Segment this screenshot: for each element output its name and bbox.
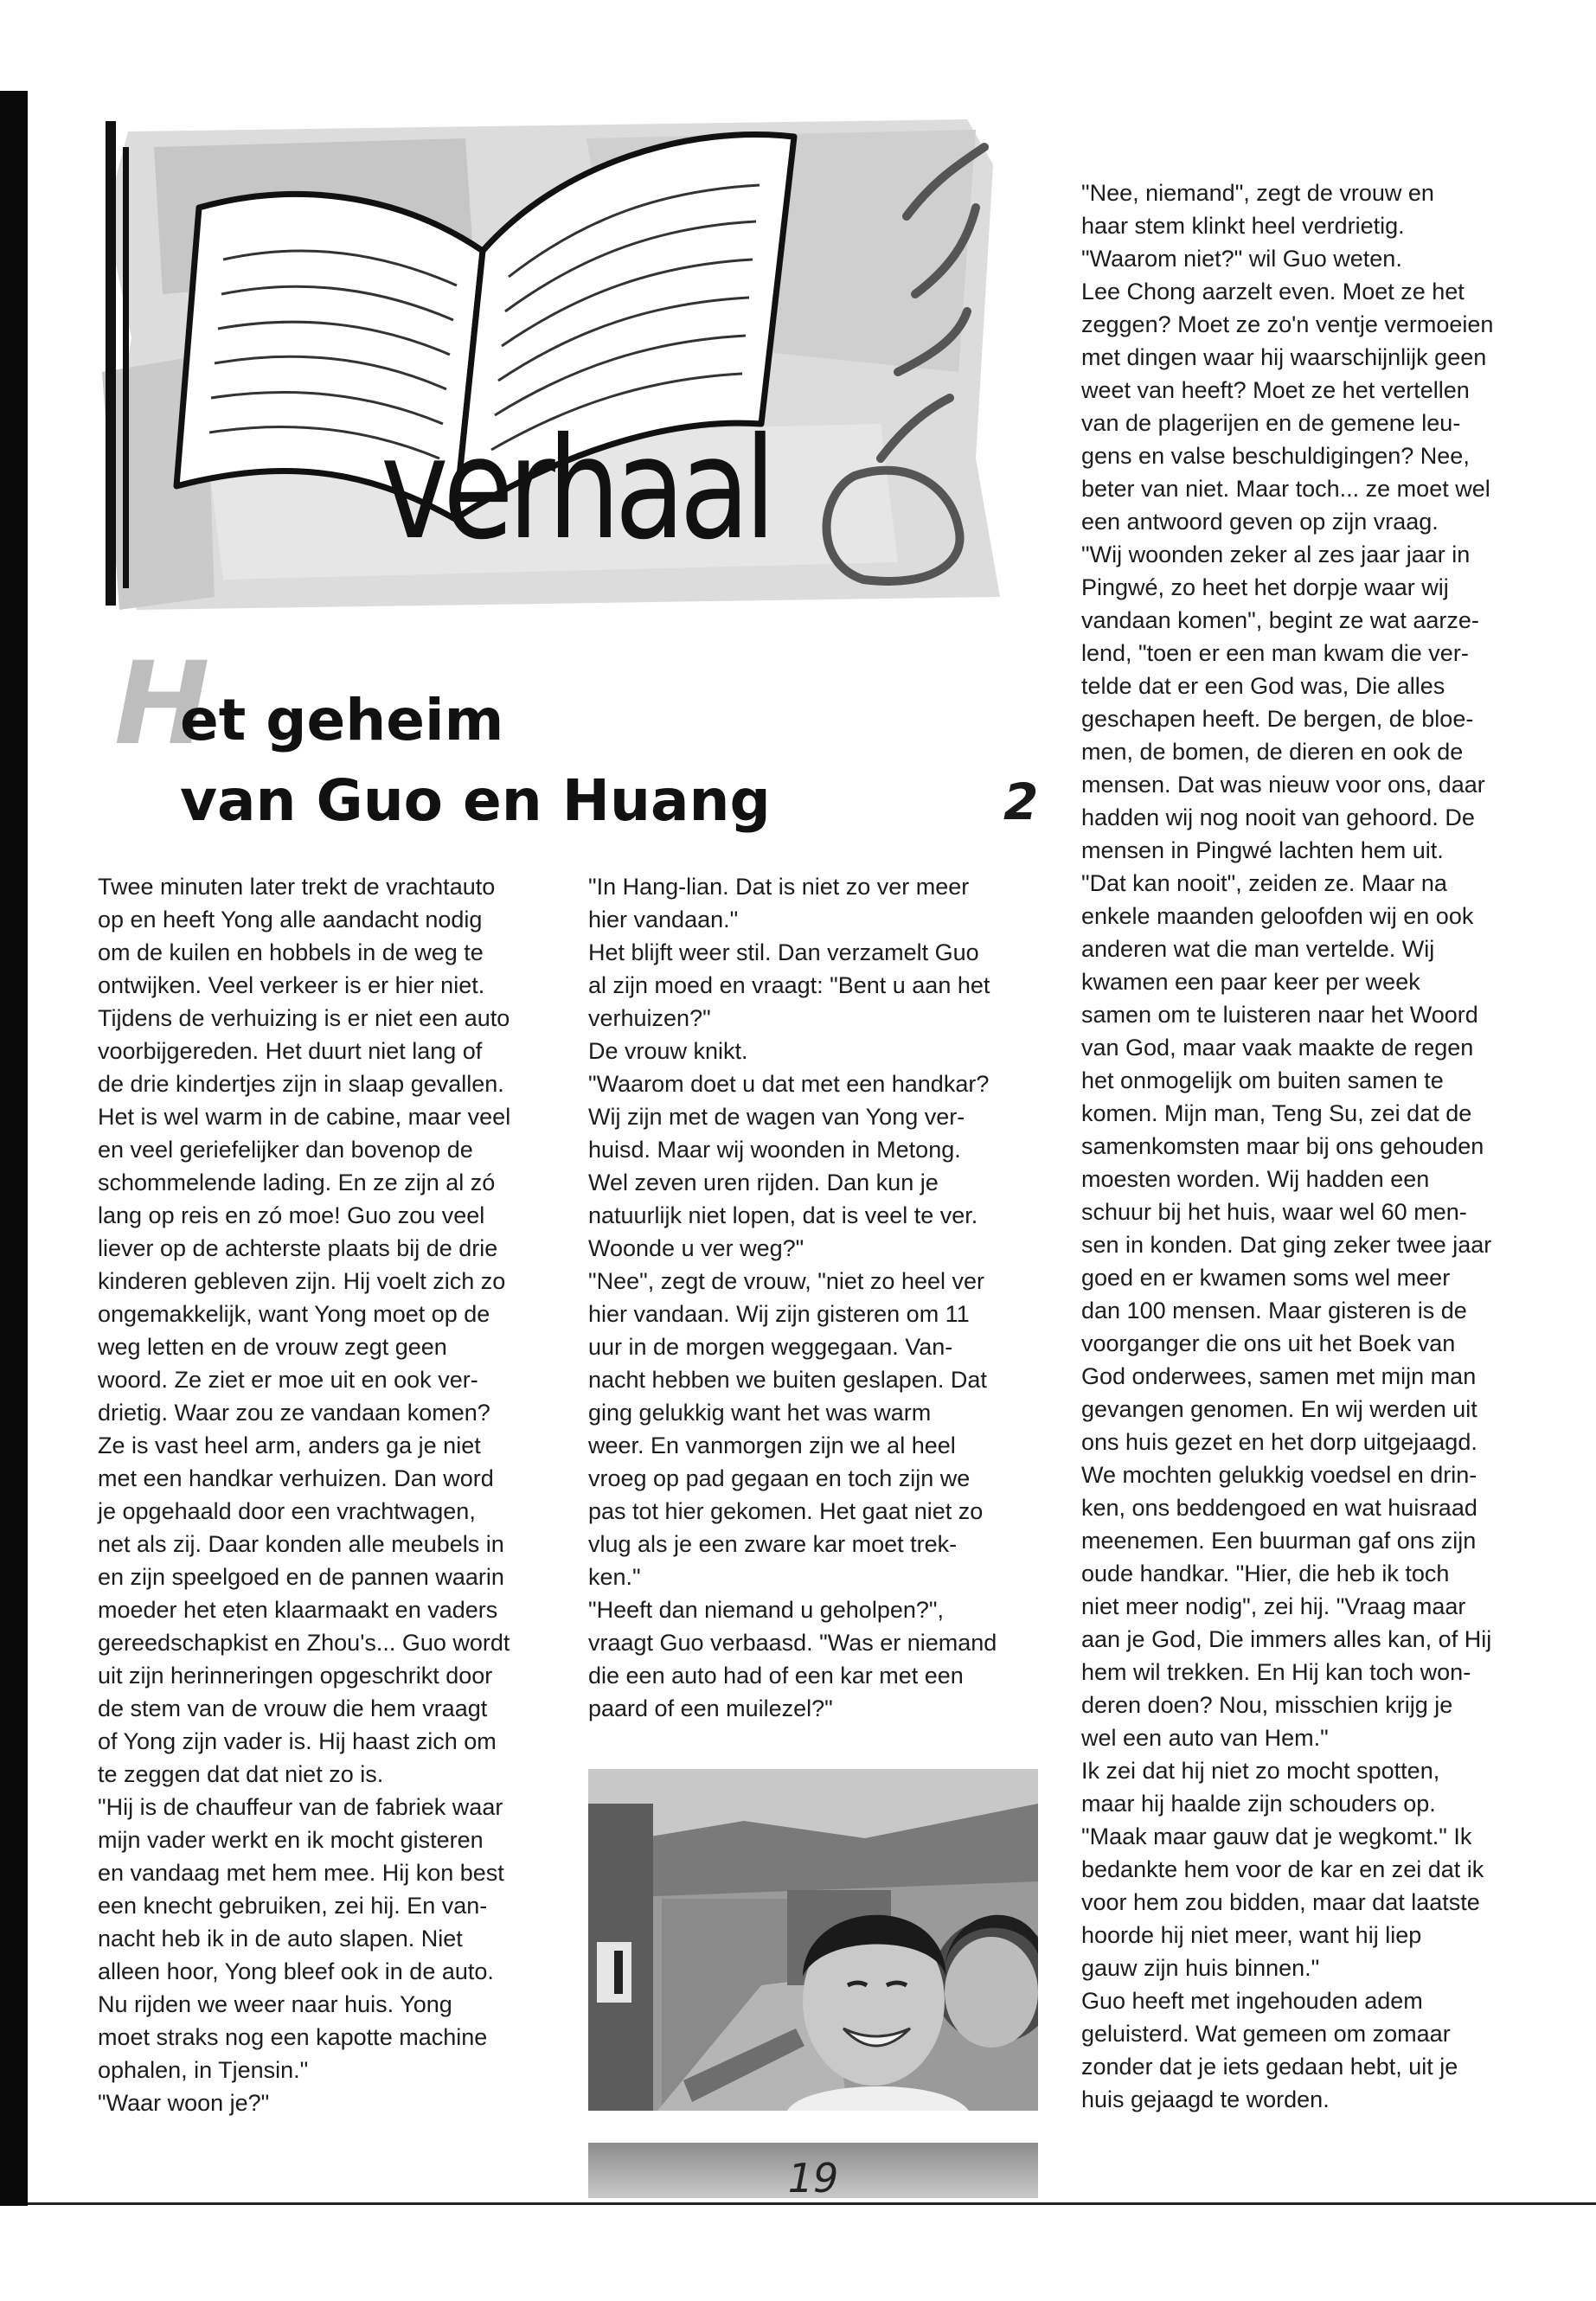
text-line: van de plagerijen en de gemene leu- — [1081, 410, 1461, 436]
text-line: voorbijgereden. Het duurt niet lang of — [98, 1038, 483, 1064]
text-line: kinderen gebleven zijn. Hij voelt zich zo — [98, 1268, 506, 1294]
text-line: hier vandaan. Wij zijn gisteren om 11 — [588, 1301, 970, 1327]
text-line: maar hij haalde zijn schouders op. — [1081, 1791, 1436, 1817]
text-line: niet meer nodig", zei hij. "Vraag maar — [1081, 1593, 1466, 1619]
text-line: vraagt Guo verbaasd. "Was er niemand — [588, 1630, 997, 1656]
text-line: "Nee, niemand", zegt de vrouw en — [1081, 180, 1434, 206]
text-line: Lee Chong aarzelt even. Moet ze het — [1081, 279, 1465, 304]
text-line: verhuizen?" — [588, 1005, 711, 1031]
text-line: oude handkar. "Hier, die heb ik toch — [1081, 1561, 1450, 1586]
text-line: je opgehaald door een vrachtwagen, — [98, 1498, 476, 1524]
text-line: ken, ons beddengoed en wat huisraad — [1081, 1495, 1477, 1521]
page-number: 19 — [787, 2155, 839, 2202]
text-line: dan 100 mensen. Maar gisteren is de — [1081, 1298, 1467, 1324]
text-line: schuur bij het huis, waar wel 60 men- — [1081, 1199, 1467, 1225]
text-line: samen om te luisteren naar het Woord — [1081, 1002, 1478, 1028]
text-line: ging gelukkig want het was warm — [588, 1400, 932, 1426]
text-line: liever op de achterste plaats bij de drie — [98, 1235, 498, 1261]
text-line: bedankte hem voor de kar en zei dat ik — [1081, 1856, 1484, 1882]
text-line: gauw zijn huis binnen." — [1081, 1955, 1320, 1981]
text-line: weet van heeft? Moet ze het vertellen — [1081, 377, 1470, 403]
text-line: hoorde hij niet meer, want hij liep — [1081, 1922, 1422, 1948]
text-line: telde dat er een God was, Die alles — [1081, 673, 1445, 699]
text-line: komen. Mijn man, Teng Su, zei dat de — [1081, 1100, 1472, 1126]
text-line: Ze is vast heel arm, anders ga je niet — [98, 1433, 481, 1458]
text-line: woord. Ze ziet er moe uit en ook ver- — [98, 1367, 478, 1393]
title-line-1: et geheim — [180, 687, 504, 753]
text-line: ons huis gezet en het dorp uitgejaagd. — [1081, 1429, 1477, 1455]
text-column-1 — [98, 870, 548, 2119]
text-line: "Waarom doet u dat met een handkar? — [588, 1071, 990, 1097]
text-line: meenemen. Een buurman gaf ons zijn — [1081, 1528, 1477, 1554]
text-line: "Nee", zegt de vrouw, "niet zo heel ver — [588, 1268, 984, 1294]
text-line: drietig. Waar zou ze vandaan komen? — [98, 1400, 490, 1426]
title-initial: H — [114, 638, 210, 771]
text-line: zonder dat je iets gedaan hebt, uit je — [1081, 2054, 1458, 2080]
text-line: anderen wat die man vertelde. Wij — [1081, 936, 1435, 962]
text-line: de drie kindertjes zijn in slaap gevallen. — [98, 1071, 504, 1097]
text-line: al zijn moed en vraagt: "Bent u aan het — [588, 972, 990, 998]
text-line: hier vandaan." — [588, 907, 739, 933]
text-line: net als zij. Daar konden alle meubels in — [98, 1531, 504, 1557]
text-line: uur in de morgen weggegaan. Van- — [588, 1334, 953, 1360]
text-line: mijn vader werkt en ik mocht gisteren — [98, 1827, 484, 1853]
text-line: voor hem zou bidden, maar dat laatste — [1081, 1889, 1480, 1915]
text-line: voorganger die ons uit het Boek van — [1081, 1330, 1456, 1356]
text-column-2 — [588, 870, 1038, 1725]
text-line: gevangen genomen. En wij werden uit — [1081, 1396, 1477, 1422]
text-line: geluisterd. Wat gemeen om zomaar — [1081, 2021, 1451, 2047]
scan-edge — [0, 91, 28, 2206]
text-line: Guo heeft met ingehouden adem — [1081, 1988, 1423, 2014]
text-line: gens en valse beschuldigingen? Nee, — [1081, 443, 1470, 469]
text-line: weer. En vanmorgen zijn we al heel — [588, 1433, 956, 1458]
text-line: gereedschapkist en Zhou's... Guo wordt — [98, 1630, 510, 1656]
text-line: natuurlijk niet lopen, dat is veel te ver. — [588, 1202, 978, 1228]
text-line: schommelende lading. En ze zijn al zó — [98, 1170, 496, 1195]
text-line: ongemakkelijk, want Yong moet op de — [98, 1301, 490, 1327]
text-line: Woonde u ver weg?" — [588, 1235, 804, 1261]
text-line: enkele maanden geloofden wij en ook — [1081, 903, 1474, 929]
text-line: deren doen? Nou, misschien krijg je — [1081, 1692, 1453, 1718]
text-line: Pingwé, zo heet het dorpje waar wij — [1081, 574, 1449, 600]
text-line: uit zijn herinneringen opgeschrikt door — [98, 1663, 493, 1689]
text-line: Wel zeven uren rijden. Dan kun je — [588, 1170, 939, 1195]
text-line: die een auto had of een kar met een — [588, 1663, 964, 1689]
text-line: nacht heb ik in de auto slapen. Niet — [98, 1926, 463, 1952]
bottom-rule — [28, 2202, 1596, 2205]
text-line: zeggen? Moet ze zo'n ventje vermoeien — [1081, 311, 1494, 337]
text-line: We mochten gelukkig voedsel en drin- — [1081, 1462, 1477, 1488]
text-line: en vandaag met hem mee. Hij kon best — [98, 1860, 504, 1886]
text-line: "Waarom niet?" wil Guo weten. — [1081, 246, 1402, 272]
text-line: weg letten en de vrouw zegt geen — [98, 1334, 447, 1360]
text-line: een knecht gebruiken, zei hij. En van- — [98, 1893, 488, 1919]
text-line: mensen. Dat was nieuw voor ons, daar — [1081, 772, 1485, 798]
text-line: om de kuilen en hobbels in de weg te — [98, 939, 484, 965]
text-line: paard of een muilezel?" — [588, 1695, 833, 1721]
text-line: een antwoord geven op zijn vraag. — [1081, 509, 1439, 535]
text-column-3 — [1081, 176, 1557, 2116]
text-line: ken." — [588, 1564, 641, 1590]
text-line: lang op reis en zó moe! Guo zou veel — [98, 1202, 485, 1228]
text-line: ontwijken. Veel verkeer is er hier niet. — [98, 972, 485, 998]
text-line: Tijdens de verhuizing is er niet een auto — [98, 1005, 510, 1031]
text-line: samenkomsten maar bij ons gehouden — [1081, 1133, 1484, 1159]
text-line: "Waar woon je?" — [98, 2090, 270, 2116]
title-line-2: van Guo en Huang — [180, 767, 771, 834]
text-line: ophalen, in Tjensin." — [98, 2057, 309, 2083]
photo-two-boys — [588, 1769, 1038, 2111]
text-line: "Heeft dan niemand u geholpen?", — [588, 1597, 944, 1623]
text-line: goed en er kwamen soms wel meer — [1081, 1265, 1451, 1291]
text-line: "In Hang-lian. Dat is niet zo ver meer — [588, 874, 970, 900]
text-line: vlug als je een zware kar moet trek- — [588, 1531, 958, 1557]
text-line: hadden wij nog nooit van gehoord. De — [1081, 804, 1475, 830]
text-line: of Yong zijn vader is. Hij haast zich om — [98, 1728, 497, 1754]
text-line: alleen hoor, Yong bleef ook in de auto. — [98, 1958, 494, 1984]
text-line: geschapen heeft. De bergen, de bloe- — [1081, 706, 1474, 732]
text-line: moeder het eten klaarmaakt en vaders — [98, 1597, 498, 1623]
text-line: met dingen waar hij waarschijnlijk geen — [1081, 344, 1487, 370]
text-line: haar stem klinkt heel verdrietig. — [1081, 213, 1405, 239]
text-line: met een handkar verhuizen. Dan word — [98, 1465, 494, 1491]
text-line: beter van niet. Maar toch... ze moet wel — [1081, 476, 1490, 502]
text-line: vandaan komen", begint ze wat aarze- — [1081, 607, 1479, 633]
text-line: "Dat kan nooit", zeiden ze. Maar na — [1081, 870, 1447, 896]
text-line: en veel geriefelijker dan bovenop de — [98, 1137, 473, 1163]
text-line: lend, "toen er een man kwam die ver- — [1081, 640, 1469, 666]
text-line: wel een auto van Hem." — [1081, 1725, 1329, 1751]
text-line: Twee minuten later trekt de vrachtauto — [98, 874, 496, 900]
text-line: en zijn speelgoed en de pannen waarin — [98, 1564, 504, 1590]
text-line: Het is wel warm in de cabine, maar veel — [98, 1104, 511, 1130]
text-line: pas tot hier gekomen. Het gaat niet zo — [588, 1498, 984, 1524]
text-line: hem wil trekken. En Hij kan toch won- — [1081, 1659, 1471, 1685]
text-line: "Maak maar gauw dat je wegkomt." Ik — [1081, 1823, 1472, 1849]
part-number: 2 — [1003, 772, 1039, 831]
text-line: "Hij is de chauffeur van de fabriek waar — [98, 1794, 503, 1820]
text-line: het onmogelijk om buiten samen te — [1081, 1067, 1444, 1093]
text-line: kwamen een paar keer per week — [1081, 969, 1420, 995]
text-line: huis gejaagd te worden. — [1081, 2086, 1330, 2112]
text-line: aan je God, Die immers alles kan, of Hij — [1081, 1626, 1492, 1652]
text-line: de stem van de vrouw die hem vraagt — [98, 1695, 488, 1721]
text-line: huisd. Maar wij woonden in Metong. — [588, 1137, 961, 1163]
text-line: Het blijft weer stil. Dan verzamelt Guo — [588, 939, 979, 965]
text-line: Nu rijden we weer naar huis. Yong — [98, 1991, 452, 2017]
text-line: moesten worden. Wij hadden een — [1081, 1166, 1430, 1192]
text-line: mensen in Pingwé lachten hem uit. — [1081, 837, 1444, 863]
series-label: verhaal — [381, 408, 771, 571]
text-line: van God, maar vaak maakte de regen — [1081, 1035, 1474, 1061]
page-footer-bar — [588, 2143, 1038, 2202]
text-line: God onderwees, samen met mijn man — [1081, 1363, 1477, 1389]
text-line: De vrouw knikt. — [588, 1038, 748, 1064]
text-line: moet straks nog een kapotte machine — [98, 2024, 488, 2050]
text-line: nacht hebben we buiten geslapen. Dat — [588, 1367, 987, 1393]
text-line: sen in konden. Dat ging zeker twee jaar — [1081, 1232, 1492, 1258]
text-line: men, de bomen, de dieren en ook de — [1081, 739, 1464, 765]
text-line: Wij zijn met de wagen van Yong ver- — [588, 1104, 965, 1130]
text-line: Ik zei dat hij niet zo mocht spotten, — [1081, 1758, 1440, 1784]
text-line: "Wij woonden zeker al zes jaar jaar in — [1081, 542, 1471, 567]
text-line: te zeggen dat dat niet zo is. — [98, 1761, 384, 1787]
text-line: vroeg op pad gegaan en toch zijn we — [588, 1465, 971, 1491]
text-line: op en heeft Yong alle aandacht nodig — [98, 907, 483, 933]
